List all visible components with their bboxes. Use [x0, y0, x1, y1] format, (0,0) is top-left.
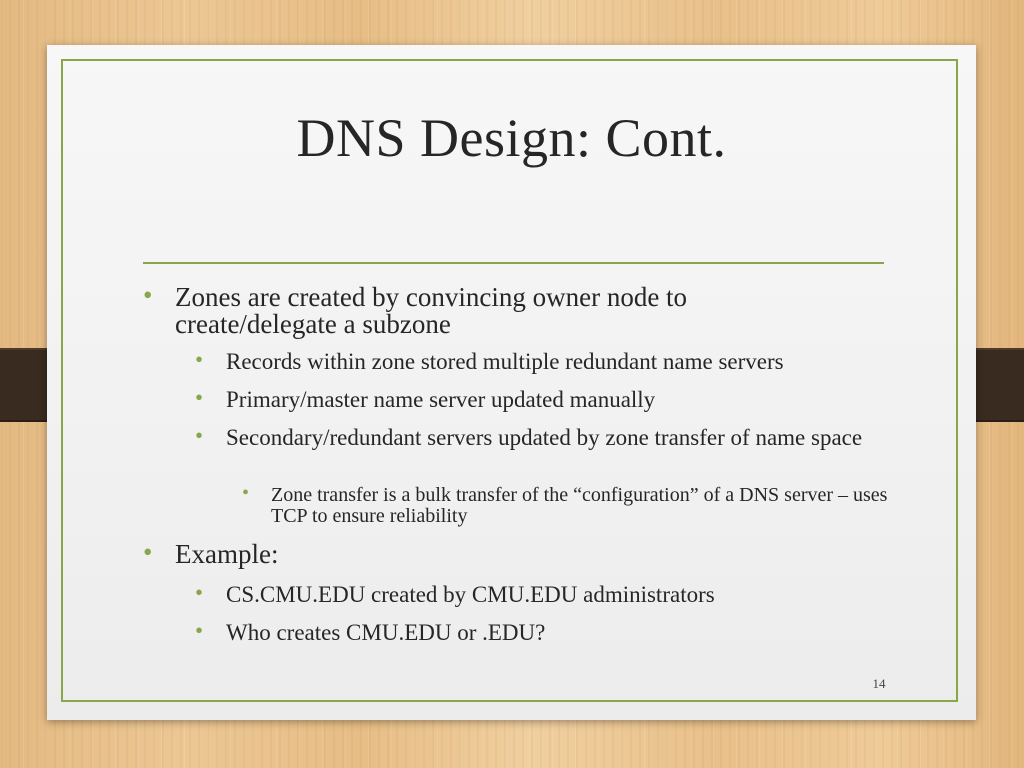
bullet-text: Example:	[175, 539, 279, 569]
bullet-item	[242, 482, 891, 527]
bullet-item	[195, 580, 926, 607]
bullet-text: Secondary/redundant servers updated by zone transfer of name space	[226, 425, 863, 450]
bullet-text: Zone transfer is a bulk transfer of the “configuration” of a DNS server – uses TCP to ensure reliability	[271, 484, 888, 527]
bullet-item	[195, 347, 926, 374]
bullet-text: Who creates CMU.EDU or .EDU?	[226, 620, 546, 645]
bullet-icon: •	[195, 618, 204, 643]
slide-content	[47, 45, 976, 720]
slide-title: DNS Design: Cont.	[296, 108, 727, 168]
bullet-icon: •	[195, 423, 204, 448]
bullet-icon: •	[143, 280, 153, 310]
bullet-icon: •	[195, 385, 204, 410]
slide	[47, 45, 976, 720]
bullet-text: Records within zone stored multiple redundant name servers	[226, 349, 784, 374]
bullet-item	[195, 385, 926, 412]
bullet-icon: •	[242, 482, 250, 504]
bullet-item	[195, 618, 926, 645]
page-number: 14	[872, 676, 886, 691]
bullet-item	[143, 280, 815, 339]
bullet-icon: •	[143, 537, 153, 567]
bullet-item	[143, 537, 775, 569]
bullet-text: CS.CMU.EDU created by CMU.EDU administrators	[226, 582, 715, 607]
bullet-text: Primary/master name server updated manually	[226, 387, 656, 412]
bullet-icon: •	[195, 580, 204, 605]
bullet-item	[195, 423, 866, 450]
bullet-icon: •	[195, 347, 204, 372]
bullet-text: Zones are created by convincing owner node to create/delegate a subzone	[175, 282, 688, 339]
